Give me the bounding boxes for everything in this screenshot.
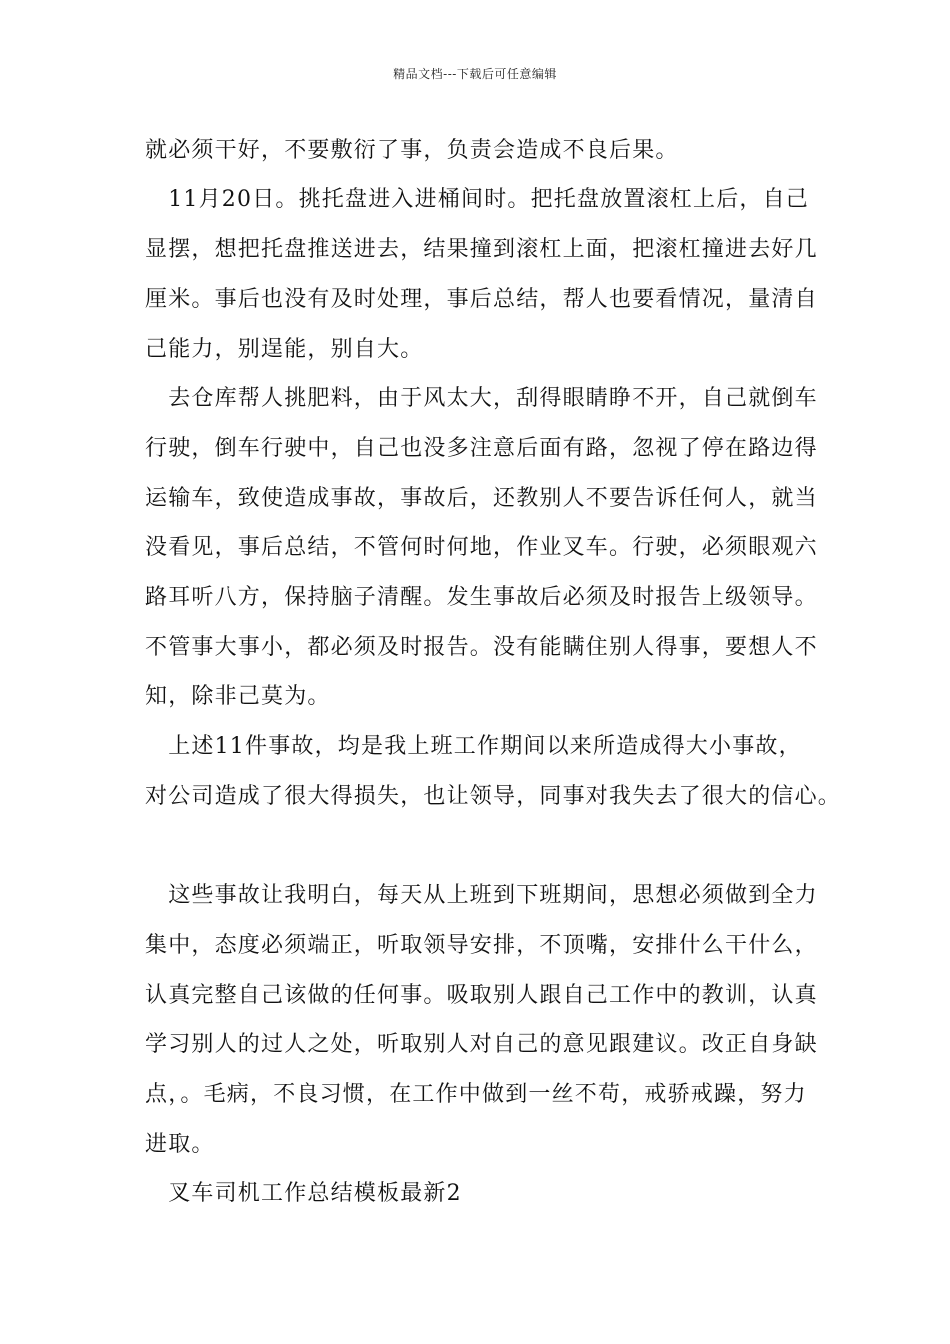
text-line: 运输车，致使造成事故，事故后，还教别人不要告诉任何人，就当: [145, 486, 818, 511]
text-line: 集中，态度必须端正，听取领导安排，不顶嘴，安排什么干什么，: [145, 933, 818, 958]
text-line: 厘米。事后也没有及时处理，事后总结，帮人也要看情况，量清自: [145, 287, 818, 312]
text-line: 认真完整自己该做的任何事。吸取别人跟自己工作中的教训，认真: [145, 983, 818, 1008]
text-line: 路耳听八方，保持脑子清醒。发生事故后必须及时报告上级领导。: [145, 585, 818, 610]
section-title: 叉车司机工作总结模板最新2: [145, 1181, 462, 1206]
text-line: 不管事大事小，都必须及时报告。没有能瞒住别人得事，要想人不: [145, 635, 818, 660]
text-line: 去仓库帮人挑肥料，由于风太大，刮得眼睛睁不开，自己就倒车: [145, 386, 818, 411]
text-line: 这些事故让我明白，每天从上班到下班期间，思想必须做到全力: [145, 883, 818, 908]
text-line: 就必须干好，不要敷衍了事，负责会造成不良后果。: [145, 138, 679, 163]
text-line: 没看见，事后总结，不管何时何地，作业叉车。行驶，必须眼观六: [145, 535, 818, 560]
text-line: 上述11件事故，均是我上班工作期间以来所造成得大小事故，: [145, 734, 802, 759]
text-line: 行驶，倒车行驶中，自己也没多注意后面有路，忽视了停在路边得: [145, 436, 818, 461]
text-line: 学习别人的过人之处，听取别人对自己的意见跟建议。改正自身缺: [145, 1032, 818, 1057]
page-header: 精品文档---下载后可任意编辑: [393, 67, 557, 81]
text-line: 显摆，想把托盘推送进去，结果撞到滚杠上面，把滚杠撞进去好几: [145, 237, 818, 262]
text-line: 知，除非己莫为。: [145, 684, 331, 709]
text-line: 11月20日。挑托盘进入进桶间时。把托盘放置滚杠上后，自己: [145, 187, 809, 212]
text-line: 己能力，别逞能，别自大。: [145, 337, 424, 362]
text-line: 对公司造成了很大得损失，也让领导，同事对我失去了很大的信心。: [145, 784, 842, 809]
text-line: 点，。毛病，不良习惯，在工作中做到一丝不苟，戒骄戒躁，努力: [145, 1082, 807, 1107]
text-line: 进取。: [145, 1132, 215, 1157]
